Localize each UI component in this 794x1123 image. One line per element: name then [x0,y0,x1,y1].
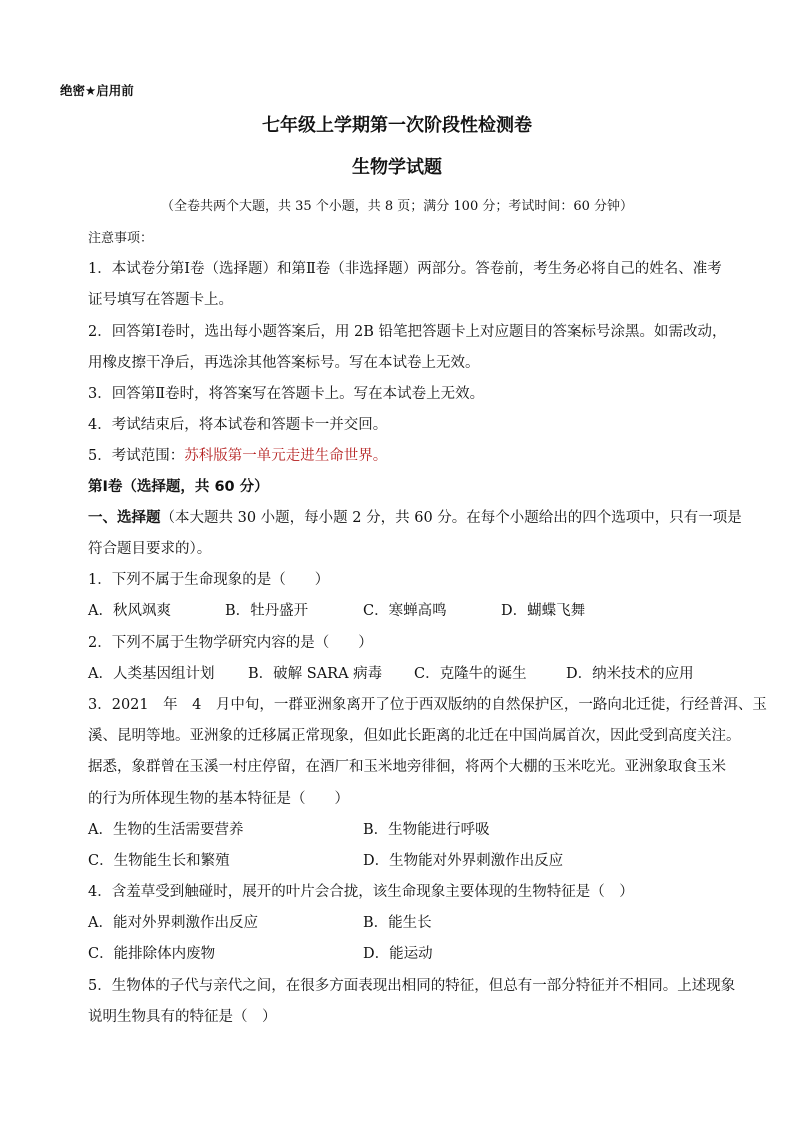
exam-subtitle: 生物学试题 [352,157,442,178]
section-intro [88,508,742,528]
note-line: 2．回答第Ⅰ卷时，选出每小题答案后，用 2B 铅笔把答题卡上对应题目的答案标号涂黑。如需改动， [88,324,727,340]
q2-option-b: B．破解 SARA 病毒 [248,666,383,682]
q2-option-c: C．克隆牛的诞生 [414,666,527,682]
exam-title: 七年级上学期第一次阶段性检测卷 [262,115,532,136]
q3-option-a: A．生物的生活需要营养 [88,822,244,838]
note-line: 证号填写在答题卡上。 [88,292,233,308]
question-5-line: 说明生物具有的特征是（ ） [88,1009,277,1025]
note-line: 4．考试结束后，将本试卷和答题卡一并交回。 [88,417,388,433]
q4-option-b: B．能生长 [363,915,432,931]
note-line: 用橡皮擦干净后，再选涂其他答案标号。写在本试卷上无效。 [88,355,480,371]
question-3-line: 据悉，象群曾在玉溪一村庄停留，在酒厂和玉米地旁徘徊，将两个大棚的玉米吃光。亚洲象取食玉米 [88,759,726,775]
section-intro-line2: 符合题目要求的）。 [88,541,212,557]
note-line: 3．回答第Ⅱ卷时，将答案写在答题卡上。写在本试卷上无效。 [88,386,485,402]
exam-info: （全卷共两个大题，共 35 个小题，共 8 页；满分 100 分；考试时间：60 分钟） [160,199,634,214]
q1-option-d: D．蝴蝶飞舞 [501,603,586,619]
question-3-line: 溪、昆明等地。亚洲象的迁移属正常现象，但如此长距离的北迁在中国尚属首次，因此受到高度关注。 [88,728,741,744]
question-2-stem: 2．下列不属于生物学研究内容的是（ ） [88,635,373,651]
q4-option-c: C．能排除体内废物 [88,946,216,962]
question-5-line: 5．生物体的子代与亲代之间，在很多方面表现出相同的特征，但总有一部分特征并不相同。上述现象 [88,978,736,994]
q4-option-a: A．能对外界刺激作出反应 [88,915,258,931]
secret-label: 绝密★启用前 [60,83,134,98]
q2-option-d: D．纳米技术的应用 [566,666,694,682]
q3-option-d: D．生物能对外界刺激作出反应 [363,853,564,869]
q1-option-c: C．寒蝉高鸣 [363,603,447,619]
scope-prefix: 5．考试范围： [88,448,185,464]
section-intro-text: （本大题共 30 小题，每小题 2 分，共 60 分。在每个小题给出的四个选项中，只有一项是 [160,510,742,526]
q3-option-c: C．生物能生长和繁殖 [88,853,230,869]
q1-option-a: A．秋风飒爽 [88,603,171,619]
q1-option-b: B．牡丹盛开 [225,603,309,619]
notes-heading: 注意事项： [88,231,154,246]
q3-option-b: B．生物能进行呼吸 [363,822,490,838]
q4-option-d: D．能运动 [363,946,433,962]
section-heading: 第Ⅰ卷（选择题，共 60 分） [88,479,269,495]
note-line-scope [88,446,387,466]
note-line: 1．本试卷分第Ⅰ卷（选择题）和第Ⅱ卷（非选择题）两部分。答卷前，考生务必将自己的姓名、准考 [88,261,722,277]
question-3-line: 的行为所体现生物的基本特征是（ ） [88,791,349,807]
q2-option-a: A．人类基因组计划 [88,666,215,682]
question-3-line: 3．2021 年 4 月中旬，一群亚洲象离开了位于西双版纳的自然保护区，一路向北迁徙，行经普洱、玉 [88,697,767,713]
question-4-stem: 4．含羞草受到触碰时，展开的叶片会合拢，该生命现象主要体现的生物特征是（ ） [88,884,634,900]
section-intro-label: 一、选择题 [88,510,161,526]
question-1-stem: 1．下列不属于生命现象的是（ ） [88,572,330,588]
scope-range: 苏科版第一单元走进生命世界。 [184,448,388,464]
